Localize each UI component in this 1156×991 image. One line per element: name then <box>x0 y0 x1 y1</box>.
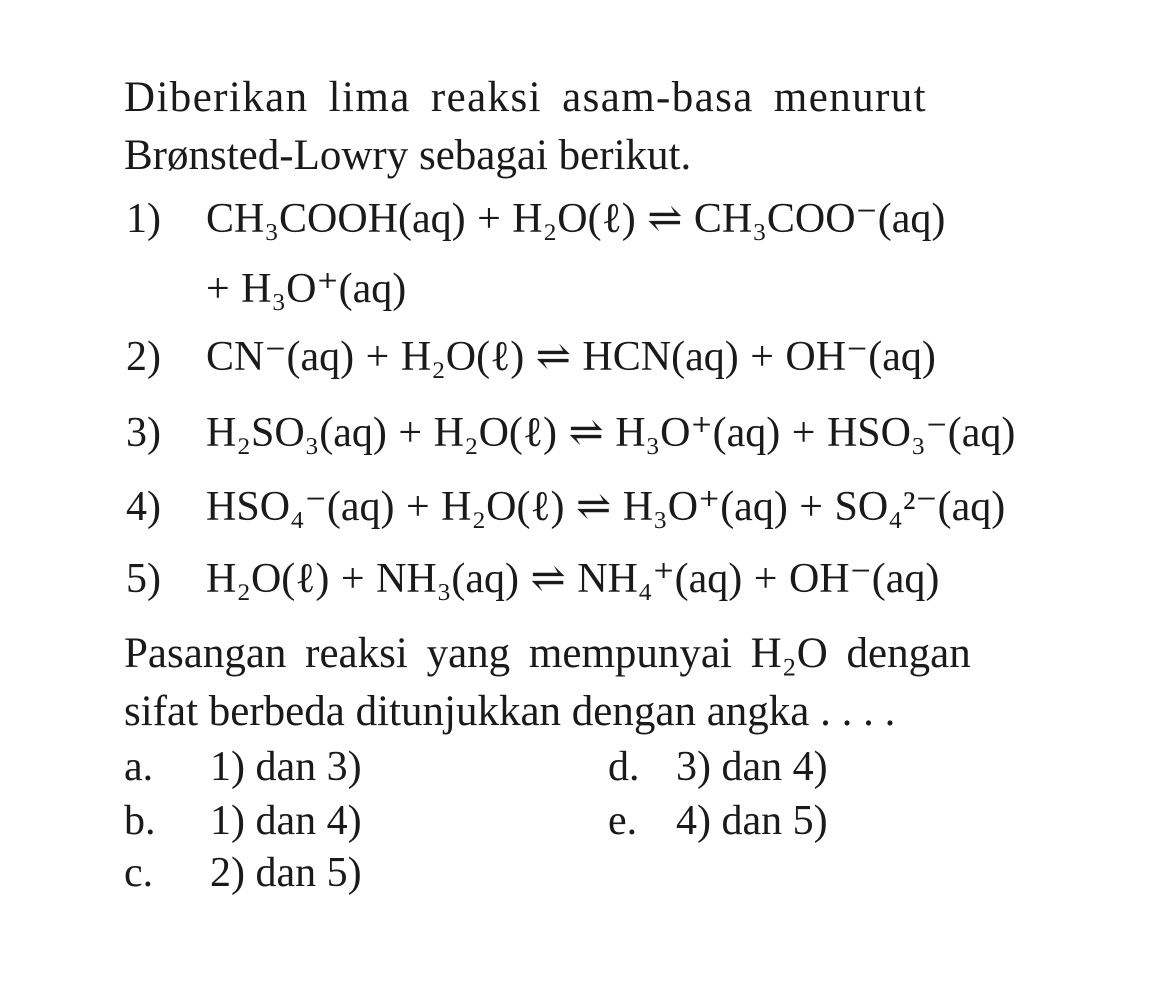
question-prompt-line-1: Pasangan reaksi yang mempunyai H₂O dengan <box>124 630 971 677</box>
option-e-text[interactable]: 4) dan 5) <box>676 798 828 844</box>
intro-line-1: Diberikan lima reaksi asam-basa menurut <box>124 74 928 121</box>
reaction-1-number: 1) <box>126 196 161 242</box>
question-prompt-line-2: sifat berbeda ditunjukkan dengan angka . . . . <box>124 688 896 735</box>
option-a-text[interactable]: 1) dan 3) <box>210 744 362 790</box>
reaction-4-equation: HSO₄⁻(aq) + H₂O(ℓ) ⇌ H₃O⁺(aq) + SO₄²⁻(aq) <box>206 484 1006 530</box>
reaction-3-equation: H₂SO₃(aq) + H₂O(ℓ) ⇌ H₃O⁺(aq) + HSO₃⁻(aq) <box>206 410 1016 456</box>
reaction-2-number: 2) <box>126 334 161 380</box>
option-b-text[interactable]: 1) dan 4) <box>210 798 362 844</box>
reaction-2-equation: CN⁻(aq) + H₂O(ℓ) ⇌ HCN(aq) + OH⁻(aq) <box>206 334 936 380</box>
reaction-3-number: 3) <box>126 410 161 456</box>
option-c-letter[interactable]: c. <box>124 850 154 896</box>
reaction-1-equation: CH₃COOH(aq) + H₂O(ℓ) ⇌ CH₃COO⁻(aq) <box>206 196 946 242</box>
reaction-5-equation: H₂O(ℓ) + NH₃(aq) ⇌ NH₄⁺(aq) + OH⁻(aq) <box>206 556 940 602</box>
option-e-letter[interactable]: e. <box>608 798 638 844</box>
option-c-text[interactable]: 2) dan 5) <box>210 850 362 896</box>
option-d-letter[interactable]: d. <box>608 744 640 790</box>
reaction-4-number: 4) <box>126 484 161 530</box>
reaction-5-number: 5) <box>126 556 161 602</box>
option-b-letter[interactable]: b. <box>124 798 156 844</box>
option-a-letter[interactable]: a. <box>124 744 154 790</box>
intro-line-2: Brønsted-Lowry sebagai berikut. <box>124 132 692 179</box>
option-d-text[interactable]: 3) dan 4) <box>676 744 828 790</box>
reaction-1-continuation: + H₃O⁺(aq) <box>206 266 407 312</box>
